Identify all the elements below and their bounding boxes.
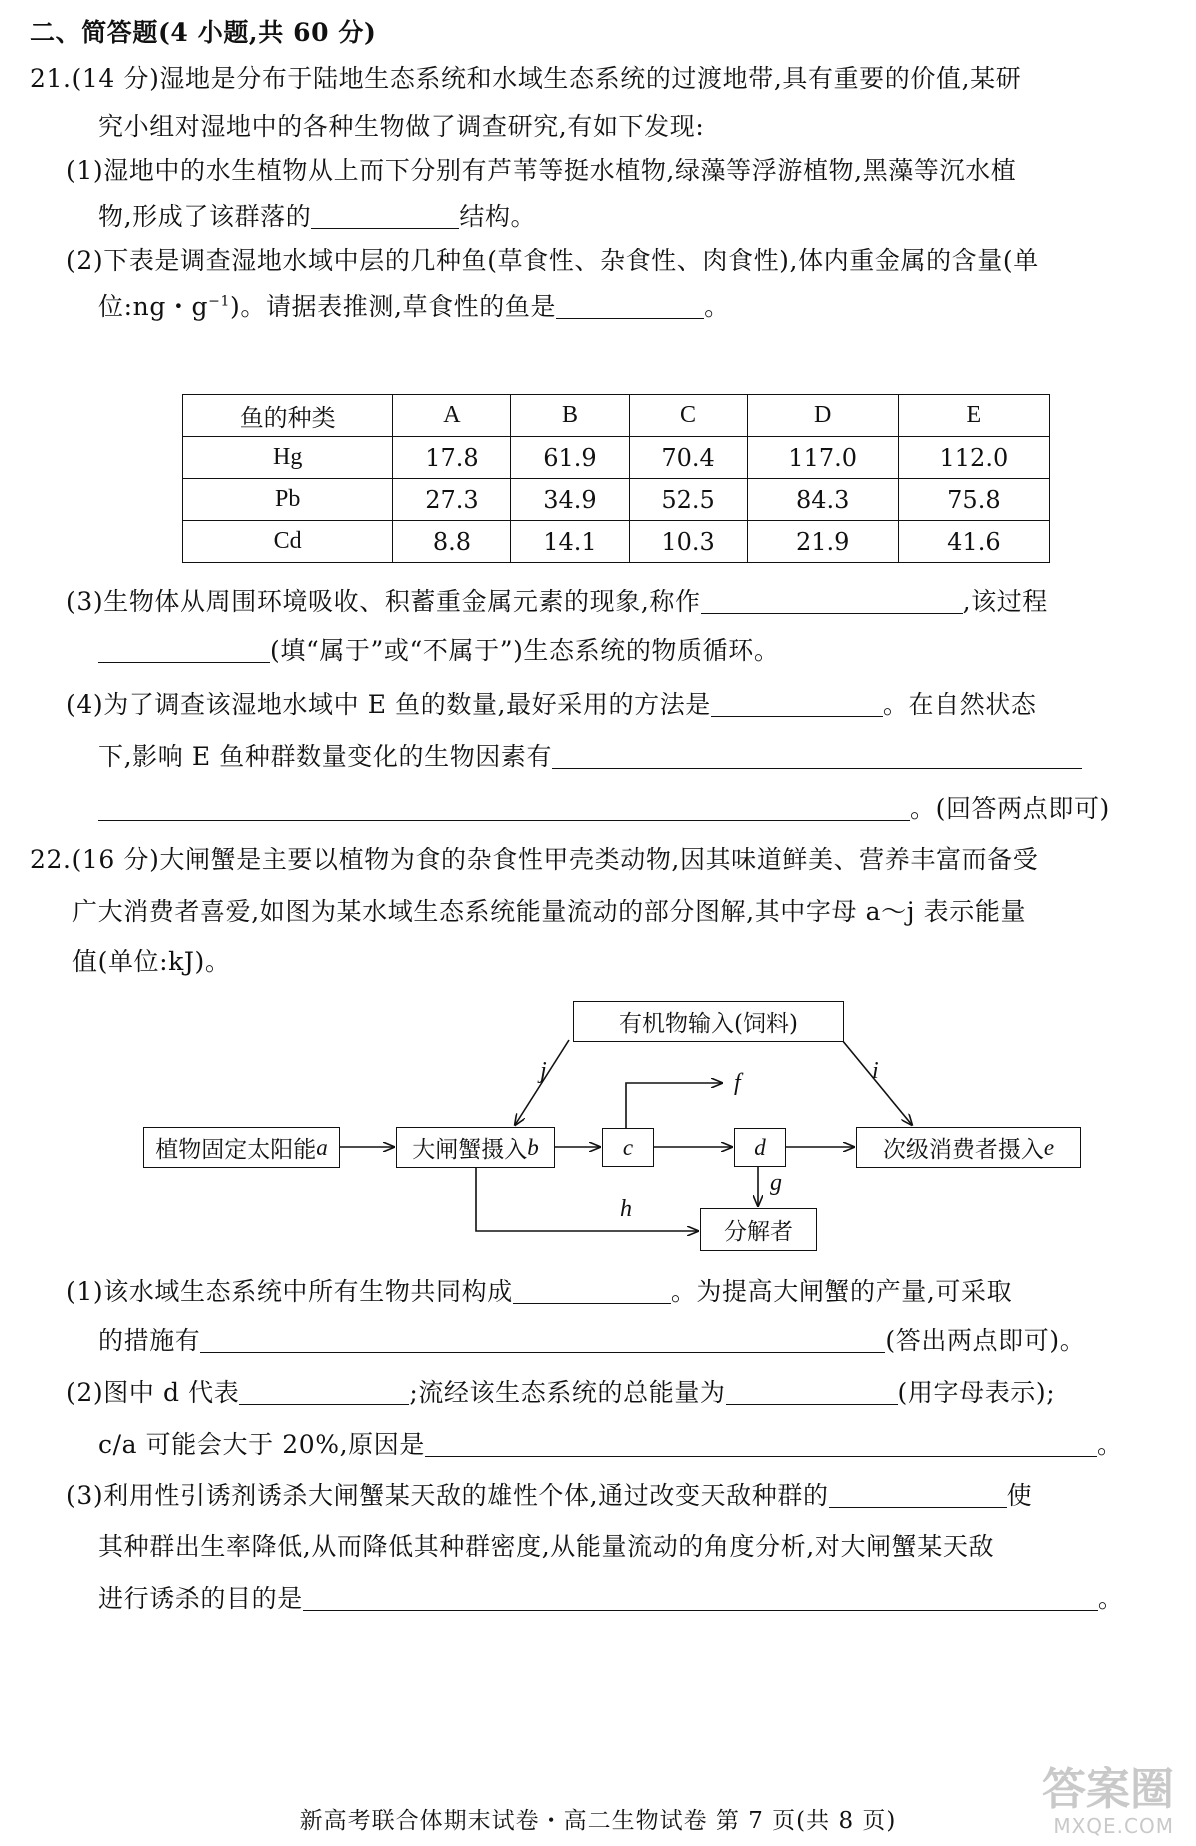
table-cell: 84.3 bbox=[747, 479, 898, 521]
arrow-c-to-f bbox=[626, 1083, 722, 1128]
table-cell: 8.8 bbox=[393, 521, 511, 563]
plant-energy-box: 植物固定太阳能 a bbox=[143, 1127, 340, 1168]
q21-part4-line3: 。(回答两点即可) bbox=[98, 792, 1110, 826]
arrow-crab-to-decomposer bbox=[476, 1166, 698, 1231]
table-cell: 61.9 bbox=[511, 437, 629, 479]
q21-stem-line2: 究小组对湿地中的各种生物做了调查研究,有如下发现: bbox=[98, 112, 705, 141]
q21-part4-line1: (4)为了调查该湿地水域中 E 鱼的数量,最好采用的方法是 。在自然状态 bbox=[66, 690, 1037, 719]
table-cell: 52.5 bbox=[629, 479, 747, 521]
q22-part3-line3: 进行诱杀的目的是 。 bbox=[98, 1584, 1124, 1613]
q22-stem-line3: 值(单位:kJ)。 bbox=[72, 947, 231, 976]
table-cell: 41.6 bbox=[898, 521, 1049, 563]
answer-blank[interactable] bbox=[425, 1430, 1097, 1457]
q21-part3-line1: (3)生物体从周围环境吸收、积蓄重金属元素的现象,称作 ,该过程 bbox=[66, 587, 1048, 616]
table-cell: 10.3 bbox=[629, 521, 747, 563]
crab-intake-box: 大闸蟹摄入 b bbox=[396, 1127, 555, 1168]
label-h: h bbox=[620, 1196, 632, 1222]
watermark-logo: 答案圈 MXQE.COM bbox=[1042, 1764, 1174, 1838]
q21-stem-line1: 21.(14 分)湿地是分布于陆地生态系统和水域生态系统的过渡地带,具有重要的价值,某研 bbox=[30, 64, 1022, 93]
q22-stem-line2: 广大消费者喜爱,如图为某水域生态系统能量流动的部分图解,其中字母 a～j 表示能量 bbox=[72, 897, 1027, 926]
table-cell: Cd bbox=[183, 521, 393, 563]
table-cell: 27.3 bbox=[393, 479, 511, 521]
answer-blank[interactable] bbox=[829, 1481, 1007, 1508]
q22-part1-line2: 的措施有 (答出两点即可)。 bbox=[98, 1326, 1086, 1355]
box-c: c bbox=[602, 1128, 654, 1167]
q21-part2-line1: (2)下表是调查湿地水域中层的几种鱼(草食性、杂食性、肉食性),体内重金属的含量(单 bbox=[66, 246, 1039, 275]
decomposer-box: 分解者 bbox=[700, 1208, 817, 1251]
q22-stem-line1: 22.(16 分)大闸蟹是主要以植物为食的杂食性甲壳类动物,因其味道鲜美、营养丰富而备受 bbox=[30, 845, 1039, 874]
q21-part1-line1: (1)湿地中的水生植物从上而下分别有芦苇等挺水植物,绿藻等浮游植物,黑藻等沉水植 bbox=[66, 156, 1017, 185]
page-footer: 新高考联合体期末试卷・高二生物试卷 第 7 页(共 8 页) bbox=[299, 1808, 897, 1834]
table-cell: Hg bbox=[183, 437, 393, 479]
label-f: f bbox=[734, 1070, 741, 1096]
table-cell: 21.9 bbox=[747, 521, 898, 563]
label-j: j bbox=[540, 1058, 547, 1084]
secondary-consumer-box: 次级消费者摄入 e bbox=[856, 1127, 1081, 1168]
answer-blank[interactable] bbox=[726, 1378, 898, 1405]
table-cell: 75.8 bbox=[898, 479, 1049, 521]
table-cell: 17.8 bbox=[393, 437, 511, 479]
answer-blank[interactable] bbox=[200, 1326, 885, 1353]
q22-part3-line1: (3)利用性引诱剂诱杀大闸蟹某天敌的雄性个体,通过改变天敌种群的 使 bbox=[66, 1481, 1033, 1510]
table-header-cell: C bbox=[629, 395, 747, 437]
answer-blank[interactable] bbox=[239, 1378, 409, 1405]
table-header-cell: D bbox=[747, 395, 898, 437]
table-cell: 34.9 bbox=[511, 479, 629, 521]
q22-part3-line2: 其种群出生率降低,从而降低其种群密度,从能量流动的角度分析,对大闸蟹某天敌 bbox=[98, 1532, 995, 1561]
q22-part2-line1: (2)图中 d 代表 ;流经该生态系统的总能量为 (用字母表示); bbox=[66, 1378, 1056, 1407]
table-header-cell: A bbox=[393, 395, 511, 437]
answer-blank[interactable] bbox=[303, 1584, 1098, 1611]
table-header-cell: 鱼的种类 bbox=[183, 395, 393, 437]
q21-part1-line2: 物,形成了该群落的 结构。 bbox=[98, 202, 537, 231]
table-header-cell: B bbox=[511, 395, 629, 437]
table-header-cell: E bbox=[898, 395, 1049, 437]
table-cell: 117.0 bbox=[747, 437, 898, 479]
q21-part4-line2: 下,影响 E 鱼种群数量变化的生物因素有 bbox=[98, 740, 1082, 774]
q22-part2-line2: c/a 可能会大于 20%,原因是 。 bbox=[98, 1430, 1123, 1459]
table-cell: 112.0 bbox=[898, 437, 1049, 479]
label-g: g bbox=[770, 1170, 782, 1196]
q22-part1-line1: (1)该水域生态系统中所有生物共同构成 。为提高大闸蟹的产量,可采取 bbox=[66, 1277, 1013, 1306]
table-cell: Pb bbox=[183, 479, 393, 521]
organic-input-box: 有机物输入(饲料) bbox=[573, 1001, 844, 1042]
answer-blank[interactable] bbox=[513, 1277, 671, 1304]
q21-part2-line2: 位:ng・$g^{-1}$)。请据表推测,草食性的鱼是 。 bbox=[98, 292, 730, 321]
box-d: d bbox=[734, 1128, 786, 1167]
section-title: 二、简答题(4 小题,共 60 分) bbox=[30, 18, 377, 47]
table-cell: 70.4 bbox=[629, 437, 747, 479]
label-i: i bbox=[872, 1058, 879, 1084]
q21-part3-line2: (填“属于”或“不属于”)生态系统的物质循环。 bbox=[98, 634, 779, 668]
table-cell: 14.1 bbox=[511, 521, 629, 563]
